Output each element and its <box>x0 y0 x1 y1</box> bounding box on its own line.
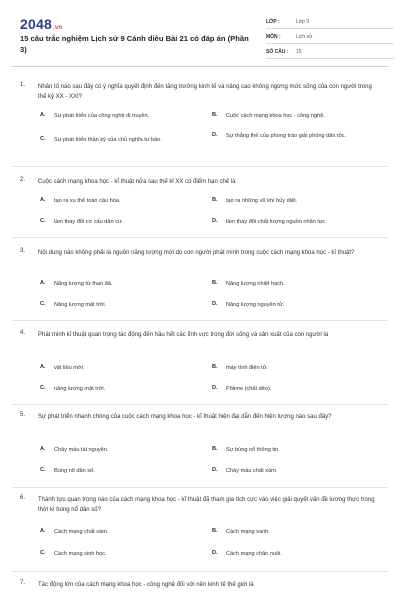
option-letter: D. <box>212 132 218 138</box>
meta-subject-label: MÔN : <box>266 34 281 40</box>
option-letter: A. <box>40 197 46 203</box>
option-text: Sự thắng thế của phong trào giải phóng dân tộc. <box>226 133 347 139</box>
option-letter: A. <box>40 446 46 452</box>
meta-class-row <box>266 16 394 29</box>
option-text: Chảy máu chất xám. <box>226 468 278 474</box>
option-b[interactable] <box>212 112 382 121</box>
option-letter: D. <box>212 218 218 224</box>
option-a[interactable] <box>40 112 200 121</box>
option-a[interactable] <box>40 364 200 373</box>
option-letter: A. <box>40 280 46 286</box>
option-a[interactable] <box>40 446 200 455</box>
option-letter: B. <box>212 197 218 203</box>
option-d[interactable] <box>212 132 382 141</box>
question-number: 1. <box>20 82 26 88</box>
option-letter: A. <box>40 364 46 370</box>
option-b[interactable] <box>212 280 382 289</box>
option-letter: C. <box>40 550 46 556</box>
meta-subject-value: Lịch sử <box>296 34 313 40</box>
option-d[interactable] <box>212 467 382 476</box>
option-letter: C. <box>40 218 46 224</box>
question-divider <box>12 166 388 167</box>
question-text: Nội dung nào không phải là nguồn năng lượng mới do con người phát minh trong cuộc cách mạng khoa học - kĩ thuật? <box>38 250 355 256</box>
question-divider <box>12 320 388 321</box>
option-text: làm thay đổi cơ cấu dân cư. <box>54 219 124 225</box>
question-text: Phát minh kĩ thuật quan trọng tác động đến hầu hết các lĩnh vực trong đời sống và sản xuất của con người là <box>38 332 329 338</box>
option-letter: B. <box>212 112 218 118</box>
question-text: Thành tựu quan trọng nào của cách mạng khoa học - kĩ thuật đã tham gia tích cực vào việc giải quyết vấn đề lương thực trong thời kì bùng nổ dân số? <box>38 497 375 513</box>
question-text: Sự phát triển nhanh chóng của cuộc cách mạng khoa học - kĩ thuật hiện đại dẫn đến hiện tượng nào sau đây? <box>38 414 332 420</box>
option-c[interactable] <box>40 467 200 476</box>
document-title: 15 câu trắc nghiệm Lịch sử 9 Cánh diều Bài 21 có đáp án (Phần 3) <box>20 34 249 54</box>
option-b[interactable] <box>212 446 382 455</box>
option-text: Cách mạng xanh. <box>226 529 270 535</box>
option-text: Sự bùng nổ thông tin. <box>226 447 280 453</box>
option-letter: C. <box>40 301 46 307</box>
option-text: Sự phát triển của công nghệ di truyền. <box>54 113 150 119</box>
option-text: tạo ra những vũ khí hủy diệt. <box>226 198 298 204</box>
option-text: Năng lượng nhiệt hạch. <box>226 281 285 287</box>
option-letter: C. <box>40 136 46 142</box>
option-letter: B. <box>212 528 218 534</box>
option-letter: B. <box>212 280 218 286</box>
option-c[interactable] <box>40 218 200 227</box>
option-d[interactable] <box>212 218 382 227</box>
option-letter: C. <box>40 385 46 391</box>
option-a[interactable] <box>40 197 200 206</box>
option-d[interactable] <box>212 385 382 394</box>
document-meta <box>266 16 394 61</box>
question-number: 4. <box>20 330 26 336</box>
question-number: 2. <box>20 177 26 183</box>
option-letter: D. <box>212 301 218 307</box>
option-text: Cách mạng chất xám. <box>54 529 109 535</box>
option-text: làm thay đổi chất lượng nguồn nhân lực. <box>226 219 327 225</box>
question-text: Cuộc cách mạng khoa học - kĩ thuật nửa sau thế kỉ XX có điểm hạn chế là <box>38 179 236 185</box>
question-divider <box>12 487 388 488</box>
option-b[interactable] <box>212 528 382 537</box>
option-letter: A. <box>40 528 46 534</box>
option-text: năng lượng mặt trời. <box>54 386 106 392</box>
option-letter: B. <box>212 364 218 370</box>
option-letter: D. <box>212 467 218 473</box>
option-letter: C. <box>40 467 46 473</box>
question-divider <box>12 404 388 405</box>
option-c[interactable] <box>40 550 200 559</box>
question-divider <box>12 571 388 572</box>
brand-suffix: .vn <box>52 25 63 31</box>
option-text: Chảy máu tài nguyên. <box>54 447 109 453</box>
option-a[interactable] <box>40 528 200 537</box>
option-letter: D. <box>212 550 218 556</box>
question-number: 7. <box>20 580 26 586</box>
question-number: 6. <box>20 495 26 501</box>
option-text: Cuộc cách mạng khoa học - công nghệ. <box>226 113 325 119</box>
question-number: 5. <box>20 412 26 418</box>
question-text: Nhân tố nào sau đây có ý nghĩa quyết định đến tăng trưởng kinh tế và nâng cao không ngừng mức sống của con người trong thế kỷ XX - XXI? <box>38 84 372 100</box>
question-number: 3. <box>20 248 26 254</box>
option-d[interactable] <box>212 550 382 559</box>
meta-count-row <box>266 46 394 59</box>
meta-class-label: LỚP : <box>266 19 280 25</box>
question-text: Tác động lớn của cách mạng khoa học - công nghệ đối với nền kinh tế thế giới là <box>38 582 254 588</box>
option-text: Cách mạng sinh học. <box>54 551 107 557</box>
option-text: Năng lượng mặt trời. <box>54 302 107 308</box>
brand-name: 2048 <box>20 16 52 32</box>
option-letter: D. <box>212 385 218 391</box>
meta-count-value: 15 <box>296 49 302 55</box>
option-c[interactable] <box>40 385 200 394</box>
option-a[interactable] <box>40 280 200 289</box>
header-divider <box>12 66 388 67</box>
option-text: vật liệu mới. <box>54 365 85 371</box>
option-text: Pôlime (chất dẻo). <box>226 386 272 392</box>
meta-count-label: SỐ CÂU : <box>266 49 289 55</box>
option-text: Bùng nổ dân số. <box>54 468 95 474</box>
document-header <box>12 12 388 70</box>
option-text: tạo ra xu thế toàn cầu hóa. <box>54 198 121 204</box>
meta-class-value: Lớp 9 <box>296 19 310 25</box>
brand-logo[interactable] <box>20 16 62 32</box>
option-b[interactable] <box>212 364 382 373</box>
option-letter: A. <box>40 112 46 118</box>
option-text: Cách mạng chăn nuôi. <box>226 551 282 557</box>
option-b[interactable] <box>212 197 382 206</box>
option-c[interactable] <box>40 136 210 145</box>
option-text: Sự phát triển thần kỳ của chủ nghĩa tư bản. <box>54 137 162 143</box>
option-c[interactable] <box>40 301 200 310</box>
option-text: máy tính điện tử. <box>226 365 268 371</box>
option-text: Năng lượng từ than đá. <box>54 281 113 287</box>
option-letter: B. <box>212 446 218 452</box>
question-divider <box>12 237 388 238</box>
meta-subject-row <box>266 31 394 44</box>
option-d[interactable] <box>212 301 382 310</box>
option-text: Năng lượng nguyên tử. <box>226 302 285 308</box>
